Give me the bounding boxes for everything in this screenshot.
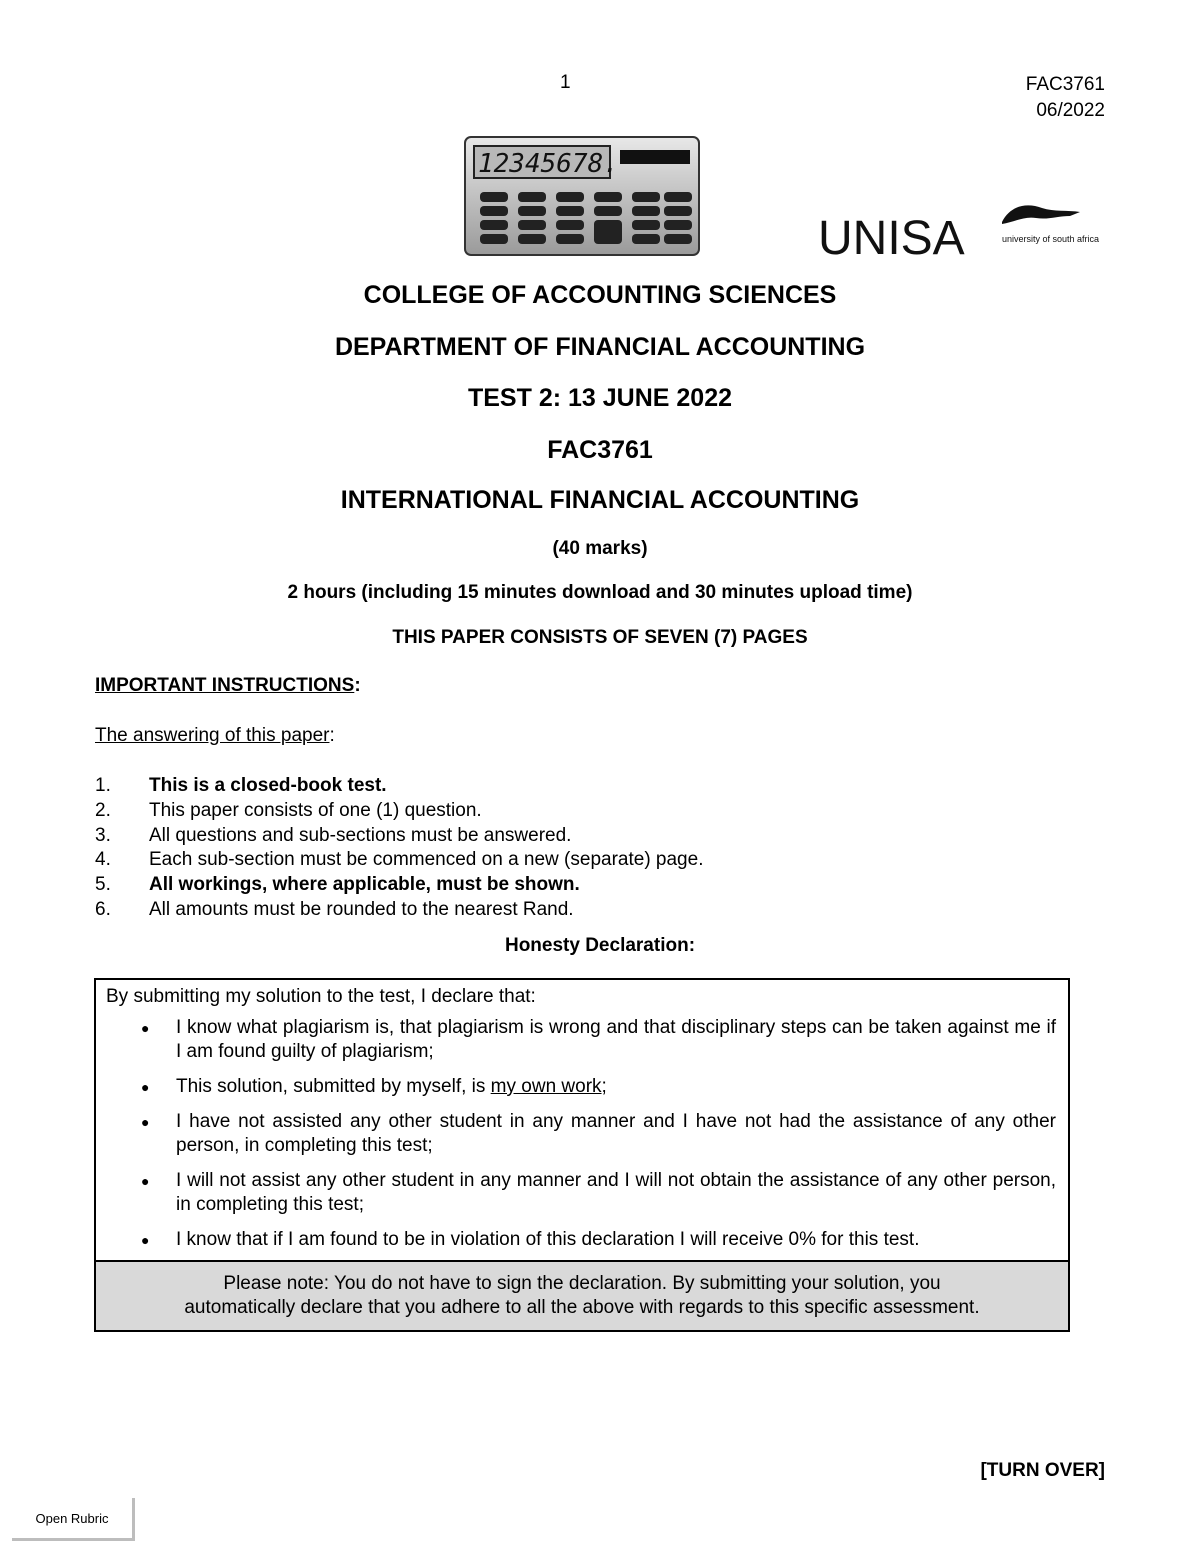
pages-label: THIS PAPER CONSISTS OF SEVEN (7) PAGES [392,627,808,648]
page-number: 1 [560,72,571,93]
test-title: TEST 2: 13 JUNE 2022 [467,384,732,412]
open-rubric-button[interactable]: Open Rubric [12,1498,135,1541]
bullet-icon: ● [141,1114,150,1130]
instruction-item: 6. All amounts must be rounded to the nearest Rand. [95,898,574,920]
date-code: 06/2022 [1036,100,1105,121]
answering-label: The answering of this paper: [95,725,335,746]
bullet-icon: ● [141,1020,150,1036]
instruction-item: 2. This paper consists of one (1) question. [95,799,482,821]
declaration-item: ● I know what plagiarism is, that plagiarism is wrong and that disciplinary steps can be taken against me if I am found guilty of plagiarism; [141,1017,1056,1062]
duration-label: 2 hours (including 15 minutes download and 30 minutes upload time) [287,582,913,603]
bullet-icon: ● [141,1232,150,1248]
unisa-logo [818,202,1100,265]
declaration-item: ● I have not assisted any other student in any manner and I have not had the assistance of any other person, in completing this test; [141,1111,1056,1156]
bullet-icon: ● [141,1173,150,1189]
declaration-title: Honesty Declaration: [504,935,696,956]
instruction-item: 4. Each sub-section must be commenced on a new (separate) page. [95,849,704,871]
department-title: DEPARTMENT OF FINANCIAL ACCOUNTING [334,333,866,361]
declaration-note: Please note: You do not have to sign the declaration. By submitting your solution, you automatically declare that you adhere to all the above with regards to this specific assessment. [96,1260,1068,1330]
logo-text: UNISA [818,212,965,265]
bullet-icon: ● [141,1079,150,1095]
header-course-info [1026,72,1105,124]
declaration-item: ● This solution, submitted by myself, is my own work; [141,1076,607,1097]
turn-over-label: [TURN OVER] [980,1460,1105,1481]
course-code: FAC3761 [1025,74,1105,95]
declaration-list [96,1016,1068,1263]
logo-subtext: university of south africa [1002,234,1100,244]
declaration-item: ● I will not assist any other student in any manner and I will not obtain the assistance of any other person, in completing this test; [141,1170,1056,1215]
course-code-title: FAC3761 [547,436,653,464]
calculator-display: 12345678. [478,149,619,179]
declaration-item: ● I know that if I am found to be in violation of this declaration I will receive 0% for this test. [141,1229,920,1250]
subject-title: INTERNATIONAL FINANCIAL ACCOUNTING [340,486,860,514]
instruction-item: 3. All questions and sub-sections must be answered. [95,824,572,846]
instruction-item: 1. This is a closed-book test. [95,775,387,796]
college-title: COLLEGE OF ACCOUNTING SCIENCES [363,281,837,309]
instructions-heading: IMPORTANT INSTRUCTIONS: [95,675,361,696]
calculator-icon [464,136,700,256]
declaration-box [94,978,1070,1332]
marks-label: (40 marks) [552,538,648,559]
declaration-intro: By submitting my solution to the test, I declare that: [106,986,536,1007]
instructions-list [95,774,703,923]
instruction-item: 5. All workings, where applicable, must be shown. [95,874,580,896]
